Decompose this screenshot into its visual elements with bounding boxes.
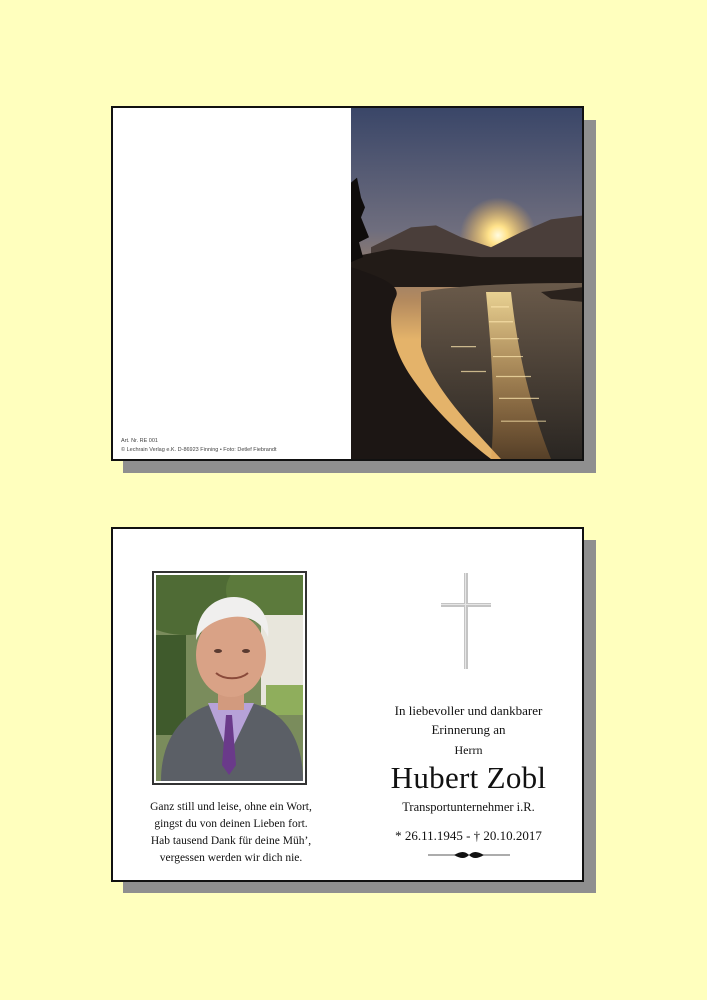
poem-line: Hab tausend Dank für deine Müh’,	[150, 835, 312, 847]
card-inside	[111, 527, 584, 882]
poem-line: vergessen werden wir dich nie.	[159, 852, 303, 864]
ornament-divider	[428, 851, 510, 859]
life-dates: * 26.11.1945 - † 20.10.2017	[395, 828, 542, 843]
card-outside	[111, 106, 584, 461]
memorial-text	[351, 701, 584, 859]
cross-icon	[441, 573, 491, 669]
intro-line: In liebevoller und dankbarer	[394, 703, 543, 718]
memorial-poem	[129, 799, 333, 867]
card-back-panel	[113, 108, 351, 459]
deceased-name: Hubert Zobl	[390, 760, 547, 795]
portrait-photo	[152, 571, 307, 785]
poem-line: gingst du von deinen Lieben fort.	[154, 818, 308, 830]
imprint	[121, 437, 276, 455]
poem-line: Ganz still und leise, ohne ein Wort,	[150, 801, 312, 813]
sunset-river-photo	[351, 108, 584, 459]
salutation: Herrn	[454, 743, 483, 757]
publisher-credit: © Lechrain Verlag e.K. D-86923 Finning • Foto: Detlef Fiebrandt	[121, 447, 277, 453]
occupation: Transportunternehmer i.R.	[402, 800, 535, 814]
intro-line: Erinnerung an	[431, 722, 506, 737]
article-number: Art. Nr. RE 001	[121, 438, 158, 444]
